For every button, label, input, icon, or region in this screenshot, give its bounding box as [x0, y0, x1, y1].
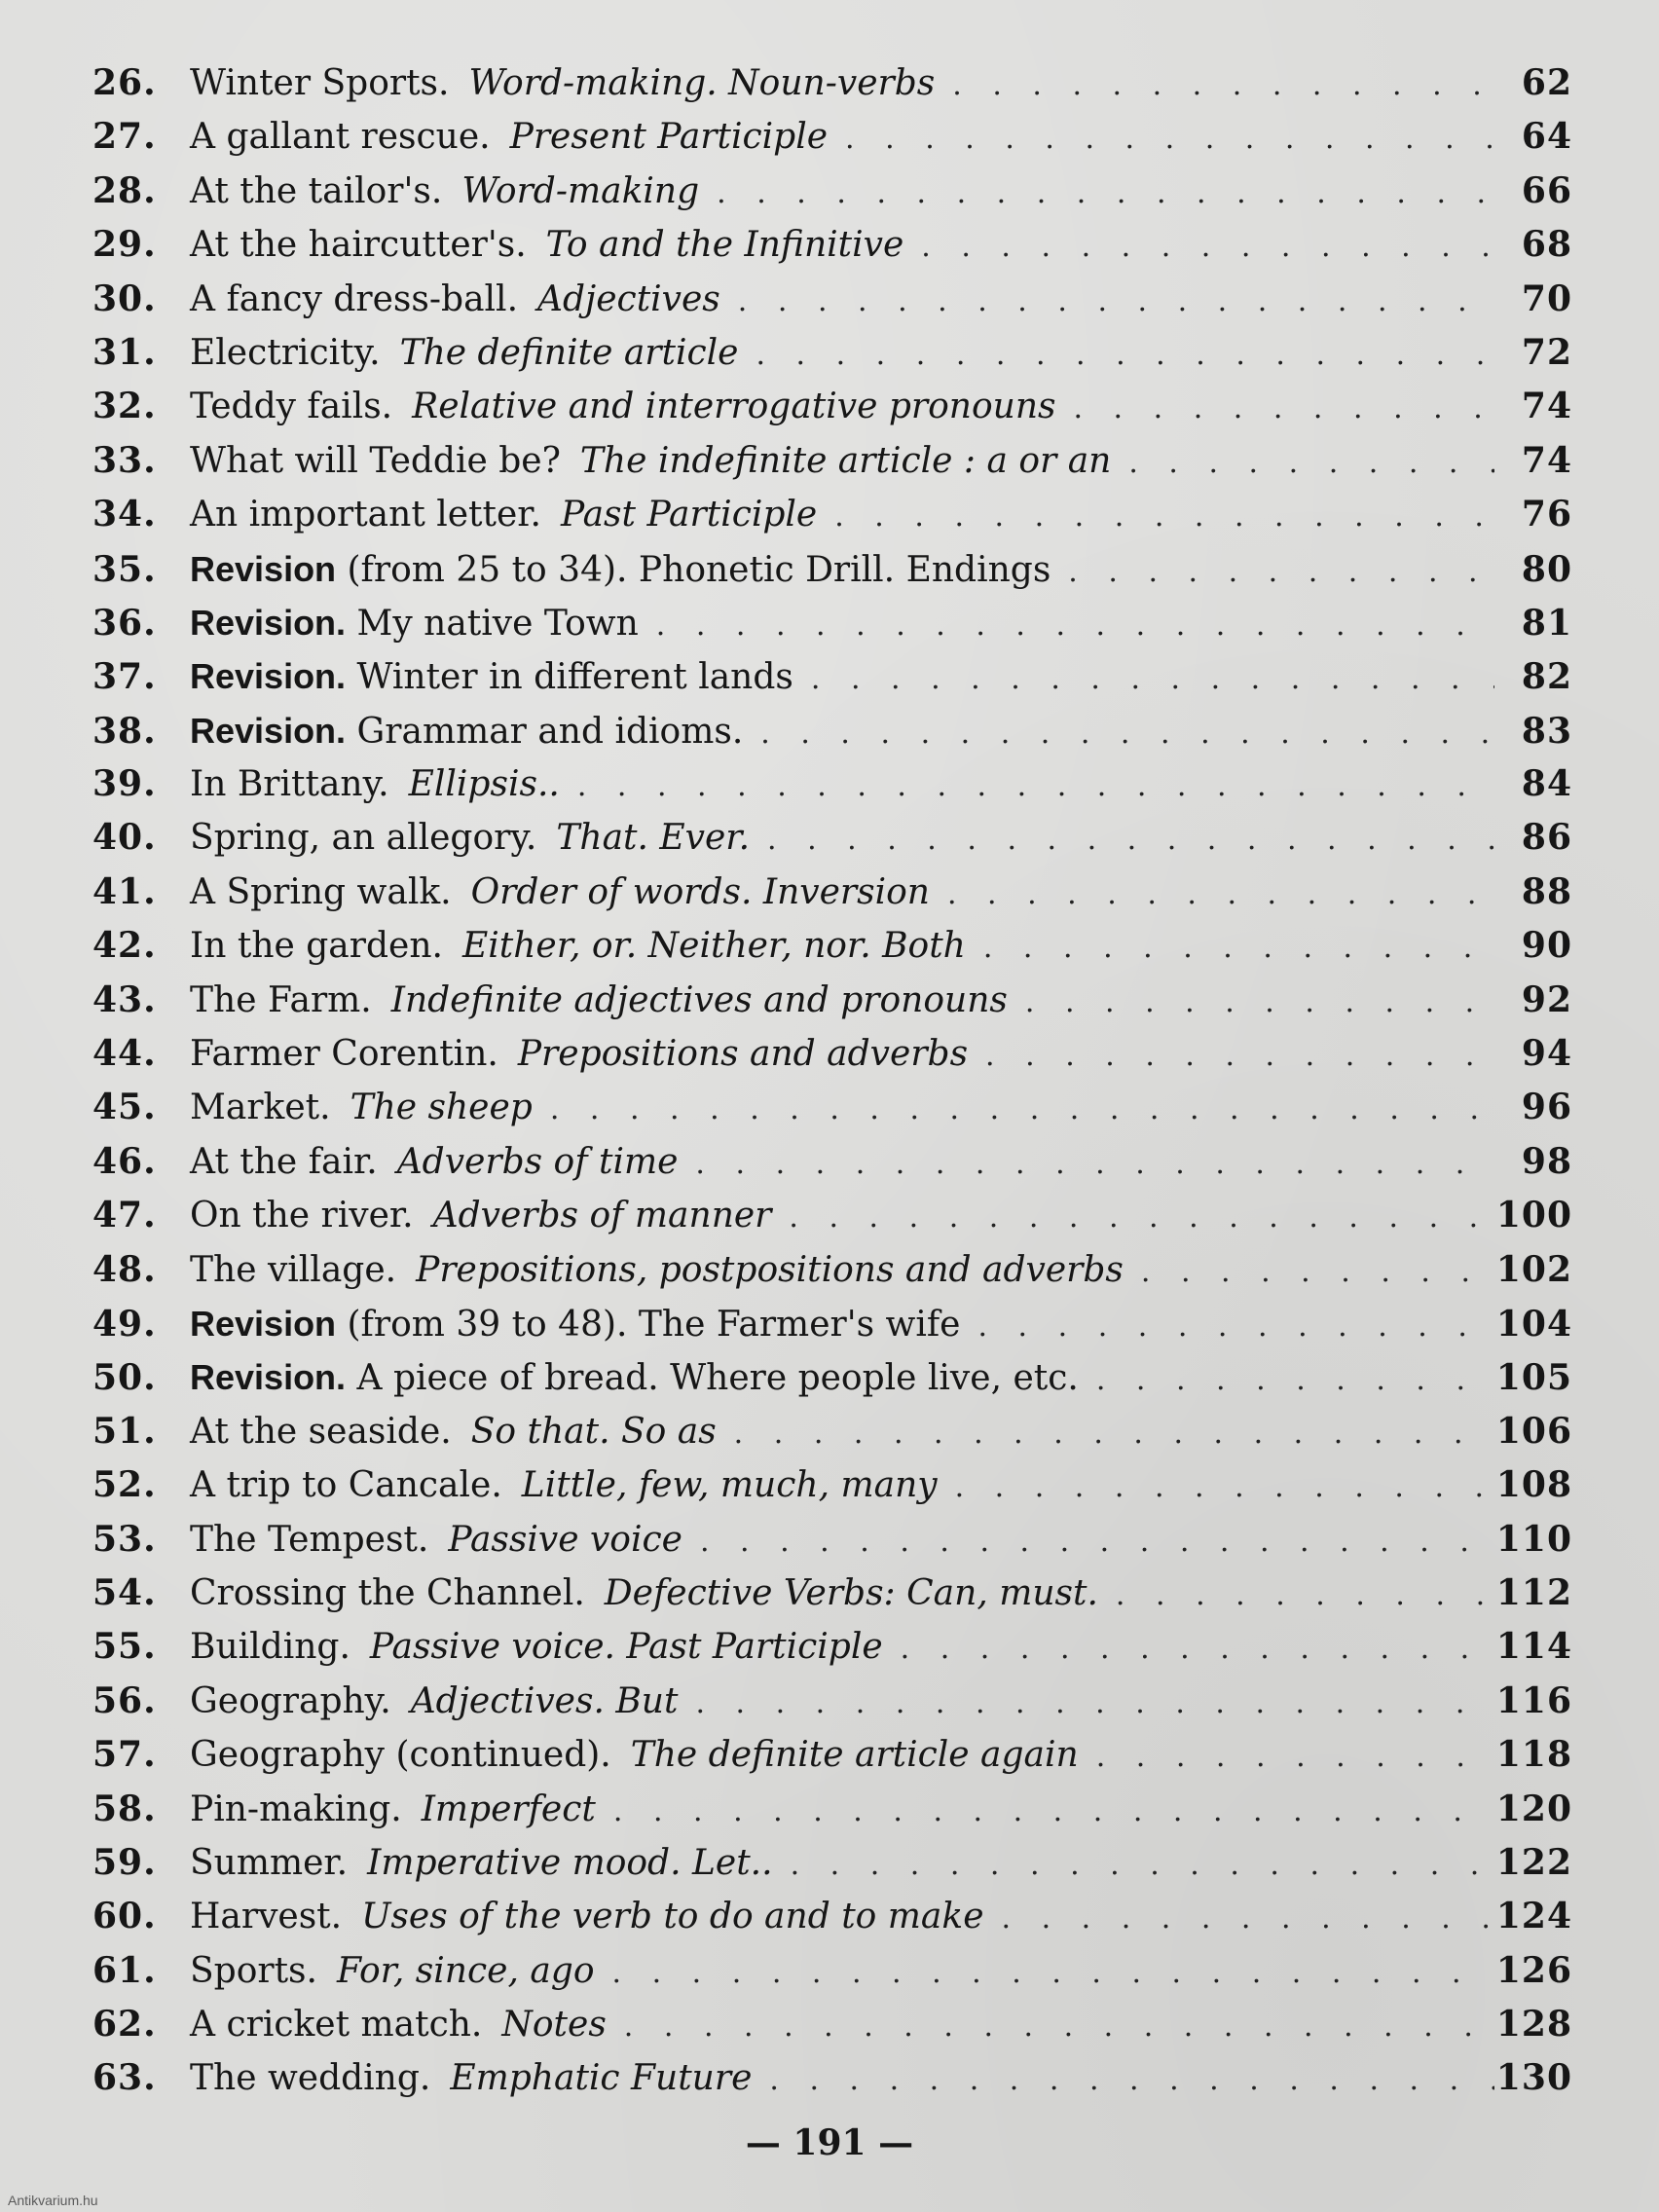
lesson-title-text: Market.: [190, 1088, 331, 1128]
lesson-number: 38.: [92, 710, 157, 752]
revision-label: Revision.: [190, 602, 347, 643]
grammar-topic: Passive voice. Past Participle: [369, 1627, 883, 1668]
lesson-title-text: Geography (continued).: [190, 1735, 611, 1776]
toc-entry: [92, 1783, 1572, 1836]
dot-leader: [1015, 976, 1494, 1029]
page-ref: 81: [1521, 602, 1572, 644]
lesson-title-text: Crossing the Channel.: [190, 1572, 585, 1613]
lesson-title-text: On the river.: [190, 1196, 414, 1236]
toc-entry: [92, 165, 1572, 218]
lesson-title-text: At the tailor's.: [190, 170, 443, 211]
grammar-topic: Imperfect: [421, 1788, 596, 1829]
page-ref: 102: [1495, 1248, 1572, 1290]
dot-leader: [992, 1892, 1495, 1945]
lesson-title-text: A fancy dress-ball.: [190, 278, 519, 319]
page-ref: 124: [1495, 1896, 1572, 1937]
page-ref: 64: [1521, 116, 1572, 158]
page-ref: 82: [1521, 656, 1572, 698]
revision-label: Revision: [190, 548, 337, 589]
toc-entry: [92, 1027, 1572, 1081]
lesson-title: [190, 811, 757, 865]
toc-entry: [92, 56, 1572, 110]
toc-entry: [92, 326, 1572, 380]
toc-entry: [92, 1728, 1572, 1782]
toc-entry: [92, 1405, 1572, 1458]
lesson-title: [190, 1135, 685, 1189]
lesson-number: 56.: [92, 1679, 157, 1721]
lesson-title: [190, 1458, 945, 1512]
lesson-title-text: What will Teddie be?: [190, 440, 561, 481]
lesson-title-text: A trip to Cancale.: [190, 1465, 502, 1506]
lesson-number: 27.: [92, 116, 157, 158]
page-ref: 116: [1495, 1679, 1572, 1721]
toc-entry: [92, 1350, 1572, 1404]
dot-leader: [646, 599, 1494, 652]
dot-leader: [690, 1515, 1494, 1568]
dot-leader: [781, 1838, 1494, 1892]
page-ref: 128: [1495, 2004, 1572, 2046]
grammar-topic: Imperative mood. Let..: [367, 1842, 773, 1883]
toc-entry: [92, 974, 1572, 1027]
grammar-topic: Passive voice: [448, 1519, 682, 1560]
lesson-title: [190, 56, 942, 110]
lesson-title: [190, 1081, 540, 1134]
page-ref: 90: [1521, 925, 1572, 967]
lesson-title: [190, 1513, 690, 1567]
lesson-title-text: A cricket match.: [190, 2005, 483, 2046]
toc-entry: [92, 1944, 1572, 1998]
grammar-topic: Either, or. Neither, nor. Both: [461, 926, 966, 967]
toc-entry: [92, 273, 1572, 326]
lesson-number: 50.: [92, 1357, 157, 1399]
toc-entry: [92, 2051, 1572, 2105]
dot-leader: [938, 867, 1494, 921]
lesson-number: 28.: [92, 169, 157, 211]
lesson-title: [190, 757, 568, 811]
page-ref: 126: [1495, 1949, 1572, 1991]
lesson-title: [190, 1027, 976, 1081]
grammar-topic: Little, few, much, many: [521, 1465, 938, 1506]
dot-leader: [974, 921, 1494, 975]
dot-leader: [685, 1137, 1494, 1191]
page-ref: 106: [1495, 1410, 1572, 1452]
lesson-title: [190, 974, 1015, 1027]
toc-entry: [92, 1189, 1572, 1242]
dot-leader: [568, 759, 1494, 813]
grammar-topic: The indefinite article : a or an: [579, 440, 1112, 481]
toc-entry: [92, 1135, 1572, 1189]
lesson-number: 63.: [92, 2057, 157, 2099]
lesson-number: 55.: [92, 1626, 157, 1668]
lesson-title: [190, 1836, 781, 1890]
lesson-title-text: The Tempest.: [190, 1519, 429, 1560]
toc-entry: [92, 542, 1572, 596]
lesson-title: [190, 110, 835, 164]
dot-leader: [945, 1460, 1494, 1514]
revision-label: Revision.: [190, 1357, 347, 1398]
lesson-title-text: Building.: [190, 1627, 350, 1668]
dot-leader: [757, 813, 1494, 866]
lesson-title-text: The wedding.: [190, 2058, 431, 2099]
lesson-title-text: A Spring walk.: [190, 871, 452, 912]
lesson-title: [190, 1890, 992, 1943]
page-ref: 122: [1495, 1841, 1572, 1883]
lesson-number: 57.: [92, 1734, 157, 1776]
lesson-title: [190, 1297, 968, 1351]
dot-leader: [891, 1622, 1494, 1676]
lesson-title: [190, 165, 707, 218]
lesson-title: [190, 1405, 724, 1458]
page-ref: 96: [1521, 1087, 1572, 1128]
grammar-topic: Relative and interrogative pronouns: [412, 387, 1056, 427]
toc-entry: [92, 1458, 1572, 1512]
dot-leader: [942, 58, 1494, 112]
toc-entry: [92, 1567, 1572, 1620]
toc-entry: [92, 1081, 1572, 1134]
dot-leader: [604, 1785, 1494, 1838]
grammar-topic: The sheep: [350, 1088, 533, 1128]
lesson-number: 45.: [92, 1087, 157, 1128]
page-ref: 112: [1495, 1571, 1572, 1613]
lesson-number: 59.: [92, 1841, 157, 1883]
toc-entry: [92, 811, 1572, 865]
lesson-number: 31.: [92, 331, 157, 373]
page-ref: 66: [1521, 169, 1572, 211]
page-ref: 88: [1521, 870, 1572, 912]
lesson-title-text: Electricity.: [190, 332, 381, 373]
dot-leader: [751, 707, 1494, 760]
dot-leader: [1063, 382, 1494, 435]
grammar-topic: Indefinite adjectives and pronouns: [390, 979, 1008, 1020]
lesson-title: [190, 1728, 1087, 1782]
revision-label: Revision: [190, 1303, 337, 1344]
grammar-topic: Prepositions, postpositions and adverbs: [416, 1249, 1124, 1290]
lesson-title-text: Summer.: [190, 1842, 349, 1883]
grammar-topic: Adverbs of time: [396, 1141, 679, 1182]
toc-entry: [92, 919, 1572, 973]
lesson-number: 39.: [92, 763, 157, 805]
page-ref: 92: [1521, 978, 1572, 1020]
lesson-title-text: At the haircutter's.: [190, 225, 527, 266]
toc-entry: [92, 1513, 1572, 1567]
lesson-title-text: Pin-making.: [190, 1788, 402, 1829]
lesson-title-text: Sports.: [190, 1950, 317, 1991]
lesson-number: 33.: [92, 439, 157, 481]
dot-leader: [1087, 1730, 1494, 1784]
lesson-number: 46.: [92, 1140, 157, 1182]
dot-leader: [746, 328, 1494, 382]
page-ref: 94: [1521, 1033, 1572, 1075]
page-ref: 105: [1495, 1357, 1572, 1399]
lesson-title: [190, 1243, 1131, 1297]
lesson-number: 43.: [92, 978, 157, 1020]
dot-leader: [603, 1946, 1494, 2000]
grammar-topic: So that. So as: [470, 1411, 717, 1452]
lesson-number: 41.: [92, 870, 157, 912]
lesson-title: [190, 434, 1119, 488]
grammar-topic: Defective Verbs: Can, must.: [604, 1572, 1098, 1613]
lesson-title-text: Spring, an allegory.: [190, 818, 537, 859]
page-ref: 68: [1521, 224, 1572, 266]
lesson-title: [190, 919, 974, 973]
lesson-title-text: In Brittany.: [190, 764, 389, 805]
dot-leader: [540, 1083, 1494, 1136]
grammar-topic: That. Ever.: [556, 818, 751, 859]
lesson-title-text: Geography.: [190, 1680, 391, 1721]
lesson-number: 49.: [92, 1303, 157, 1345]
lesson-title-text: In the garden.: [190, 926, 443, 967]
toc-entry: [92, 1836, 1572, 1890]
page-ref: 84: [1521, 763, 1572, 805]
toc-entry: [92, 1890, 1572, 1943]
page-ref: 74: [1521, 439, 1572, 481]
grammar-topic: Notes: [501, 2005, 607, 2046]
grammar-topic: Adverbs of manner: [432, 1196, 772, 1236]
dot-leader: [1119, 436, 1494, 490]
page-ref: 80: [1521, 548, 1572, 590]
lesson-title-text: An important letter.: [190, 495, 541, 535]
page-ref: 100: [1495, 1195, 1572, 1236]
lesson-title-text: Teddy fails.: [190, 387, 393, 427]
lesson-number: 35.: [92, 548, 157, 590]
toc-entry: [92, 1675, 1572, 1728]
lesson-number: 60.: [92, 1896, 157, 1937]
lesson-title-text: At the fair.: [190, 1141, 378, 1182]
revision-label: Revision.: [190, 656, 347, 697]
toc-entry: [92, 434, 1572, 488]
lesson-title-text: Winter in different lands: [356, 657, 793, 698]
dot-leader: [724, 1407, 1494, 1460]
page-ref: 76: [1521, 494, 1572, 535]
page-ref: 74: [1521, 386, 1572, 427]
lesson-number: 30.: [92, 277, 157, 319]
lesson-title: [190, 2051, 759, 2105]
lesson-number: 36.: [92, 602, 157, 644]
grammar-topic: Prepositions and adverbs: [517, 1034, 969, 1075]
lesson-title: [190, 1567, 1106, 1620]
dot-leader: [759, 2053, 1494, 2107]
toc-entry: [92, 488, 1572, 541]
grammar-topic: Uses of the verb to do and to make: [361, 1897, 984, 1937]
lesson-title: [190, 1620, 891, 1674]
lesson-title-text: (from 25 to 34). Phonetic Drill. Endings: [347, 549, 1051, 590]
lesson-title-text: Farmer Corentin.: [190, 1034, 498, 1075]
lesson-title: [190, 380, 1063, 433]
lesson-title: [190, 866, 938, 919]
page-ref: 110: [1495, 1518, 1572, 1560]
toc-entry: [92, 1998, 1572, 2051]
lesson-number: 51.: [92, 1410, 157, 1452]
lesson-title: [190, 542, 1058, 597]
lesson-title-text: At the seaside.: [190, 1411, 452, 1452]
revision-label: Revision.: [190, 710, 347, 751]
lesson-title-text: The Farm.: [190, 979, 372, 1020]
grammar-topic: Adjectives. But: [410, 1680, 679, 1721]
grammar-topic: Word-making. Noun-verbs: [468, 63, 936, 103]
lesson-title: [190, 649, 801, 704]
toc-entry: [92, 218, 1572, 272]
page-ref: 118: [1495, 1734, 1572, 1776]
toc-entry: [92, 596, 1572, 649]
page-ref: 120: [1495, 1788, 1572, 1829]
dot-leader: [779, 1191, 1494, 1244]
lesson-title: [190, 704, 751, 758]
toc-entry: [92, 757, 1572, 811]
page-ref: 72: [1521, 331, 1572, 373]
grammar-topic: Adjectives: [537, 278, 720, 319]
dot-leader: [911, 220, 1494, 274]
grammar-topic: The definite article again: [630, 1735, 1079, 1776]
lesson-title: [190, 326, 746, 380]
lesson-number: 37.: [92, 656, 157, 698]
toc-entry: [92, 1243, 1572, 1297]
lesson-title: [190, 1675, 685, 1728]
lesson-title-text: (from 39 to 48). The Farmer's wife: [347, 1304, 961, 1345]
lesson-number: 52.: [92, 1464, 157, 1506]
toc-entry: [92, 704, 1572, 757]
dot-leader: [1058, 545, 1494, 599]
page-ref: 114: [1495, 1626, 1572, 1668]
lesson-number: 62.: [92, 2004, 157, 2046]
grammar-topic: Past Participle: [560, 495, 818, 535]
lesson-title-text: Grammar and idioms.: [356, 711, 744, 752]
watermark: Antikvarium.hu: [8, 2193, 98, 2208]
grammar-topic: Ellipsis..: [408, 764, 560, 805]
toc-entry: [92, 866, 1572, 919]
lesson-title-text: The village.: [190, 1249, 397, 1290]
page-ref: 98: [1521, 1140, 1572, 1182]
grammar-topic: Order of words. Inversion: [470, 871, 930, 912]
lesson-title: [190, 488, 825, 541]
dot-leader: [1106, 1568, 1494, 1622]
lesson-number: 48.: [92, 1248, 157, 1290]
toc-entry: [92, 649, 1572, 703]
lesson-title-text: A gallant rescue.: [190, 117, 491, 158]
page-ref: 86: [1521, 817, 1572, 859]
lesson-number: 26.: [92, 62, 157, 103]
grammar-topic: To and the Infinitive: [545, 225, 904, 266]
page-ref: 130: [1495, 2057, 1572, 2099]
dot-leader: [801, 652, 1494, 706]
page-number: — 191 —: [745, 2122, 914, 2163]
page-ref: 83: [1521, 710, 1572, 752]
lesson-number: 32.: [92, 386, 157, 427]
page-ref: 70: [1521, 277, 1572, 319]
dot-leader: [728, 275, 1494, 328]
lesson-title: [190, 1998, 614, 2051]
dot-leader: [614, 2000, 1494, 2053]
dot-leader: [976, 1029, 1494, 1083]
lesson-number: 42.: [92, 925, 157, 967]
grammar-topic: Emphatic Future: [450, 2058, 753, 2099]
lesson-number: 53.: [92, 1518, 157, 1560]
lesson-title: [190, 1189, 779, 1242]
lesson-title-text: Winter Sports.: [190, 63, 450, 103]
grammar-topic: Word-making: [461, 170, 700, 211]
lesson-title-text: A piece of bread. Where people live, etc.: [356, 1358, 1079, 1399]
toc-entry: [92, 380, 1572, 433]
dot-leader: [707, 166, 1494, 220]
toc-entry: [92, 110, 1572, 164]
lesson-title: [190, 1350, 1087, 1405]
lesson-title-text: My native Town: [356, 603, 639, 644]
dot-leader: [968, 1300, 1494, 1353]
lesson-number: 29.: [92, 224, 157, 266]
dot-leader: [835, 112, 1494, 166]
lesson-number: 58.: [92, 1788, 157, 1829]
lesson-number: 61.: [92, 1949, 157, 1991]
page-ref: 104: [1495, 1303, 1572, 1345]
grammar-topic: Present Participle: [509, 117, 829, 158]
lesson-number: 54.: [92, 1571, 157, 1613]
dot-leader: [1087, 1353, 1494, 1407]
grammar-topic: The definite article: [399, 332, 739, 373]
page-ref: 62: [1521, 62, 1572, 103]
page-ref: 108: [1495, 1464, 1572, 1506]
lesson-title: [190, 273, 728, 326]
lesson-number: 47.: [92, 1195, 157, 1236]
toc-entry: [92, 1297, 1572, 1350]
lesson-number: 40.: [92, 817, 157, 859]
lesson-title-text: Harvest.: [190, 1897, 343, 1937]
dot-leader: [685, 1677, 1494, 1730]
lesson-title: [190, 1783, 604, 1836]
dot-leader: [1131, 1245, 1494, 1299]
lesson-title: [190, 218, 911, 272]
lesson-number: 34.: [92, 494, 157, 535]
toc-entry: [92, 1620, 1572, 1674]
lesson-title: [190, 596, 646, 650]
lesson-title: [190, 1944, 603, 1998]
grammar-topic: For, since, ago: [336, 1950, 595, 1991]
table-of-contents: [92, 56, 1572, 2106]
dot-leader: [825, 490, 1494, 543]
lesson-number: 44.: [92, 1033, 157, 1075]
